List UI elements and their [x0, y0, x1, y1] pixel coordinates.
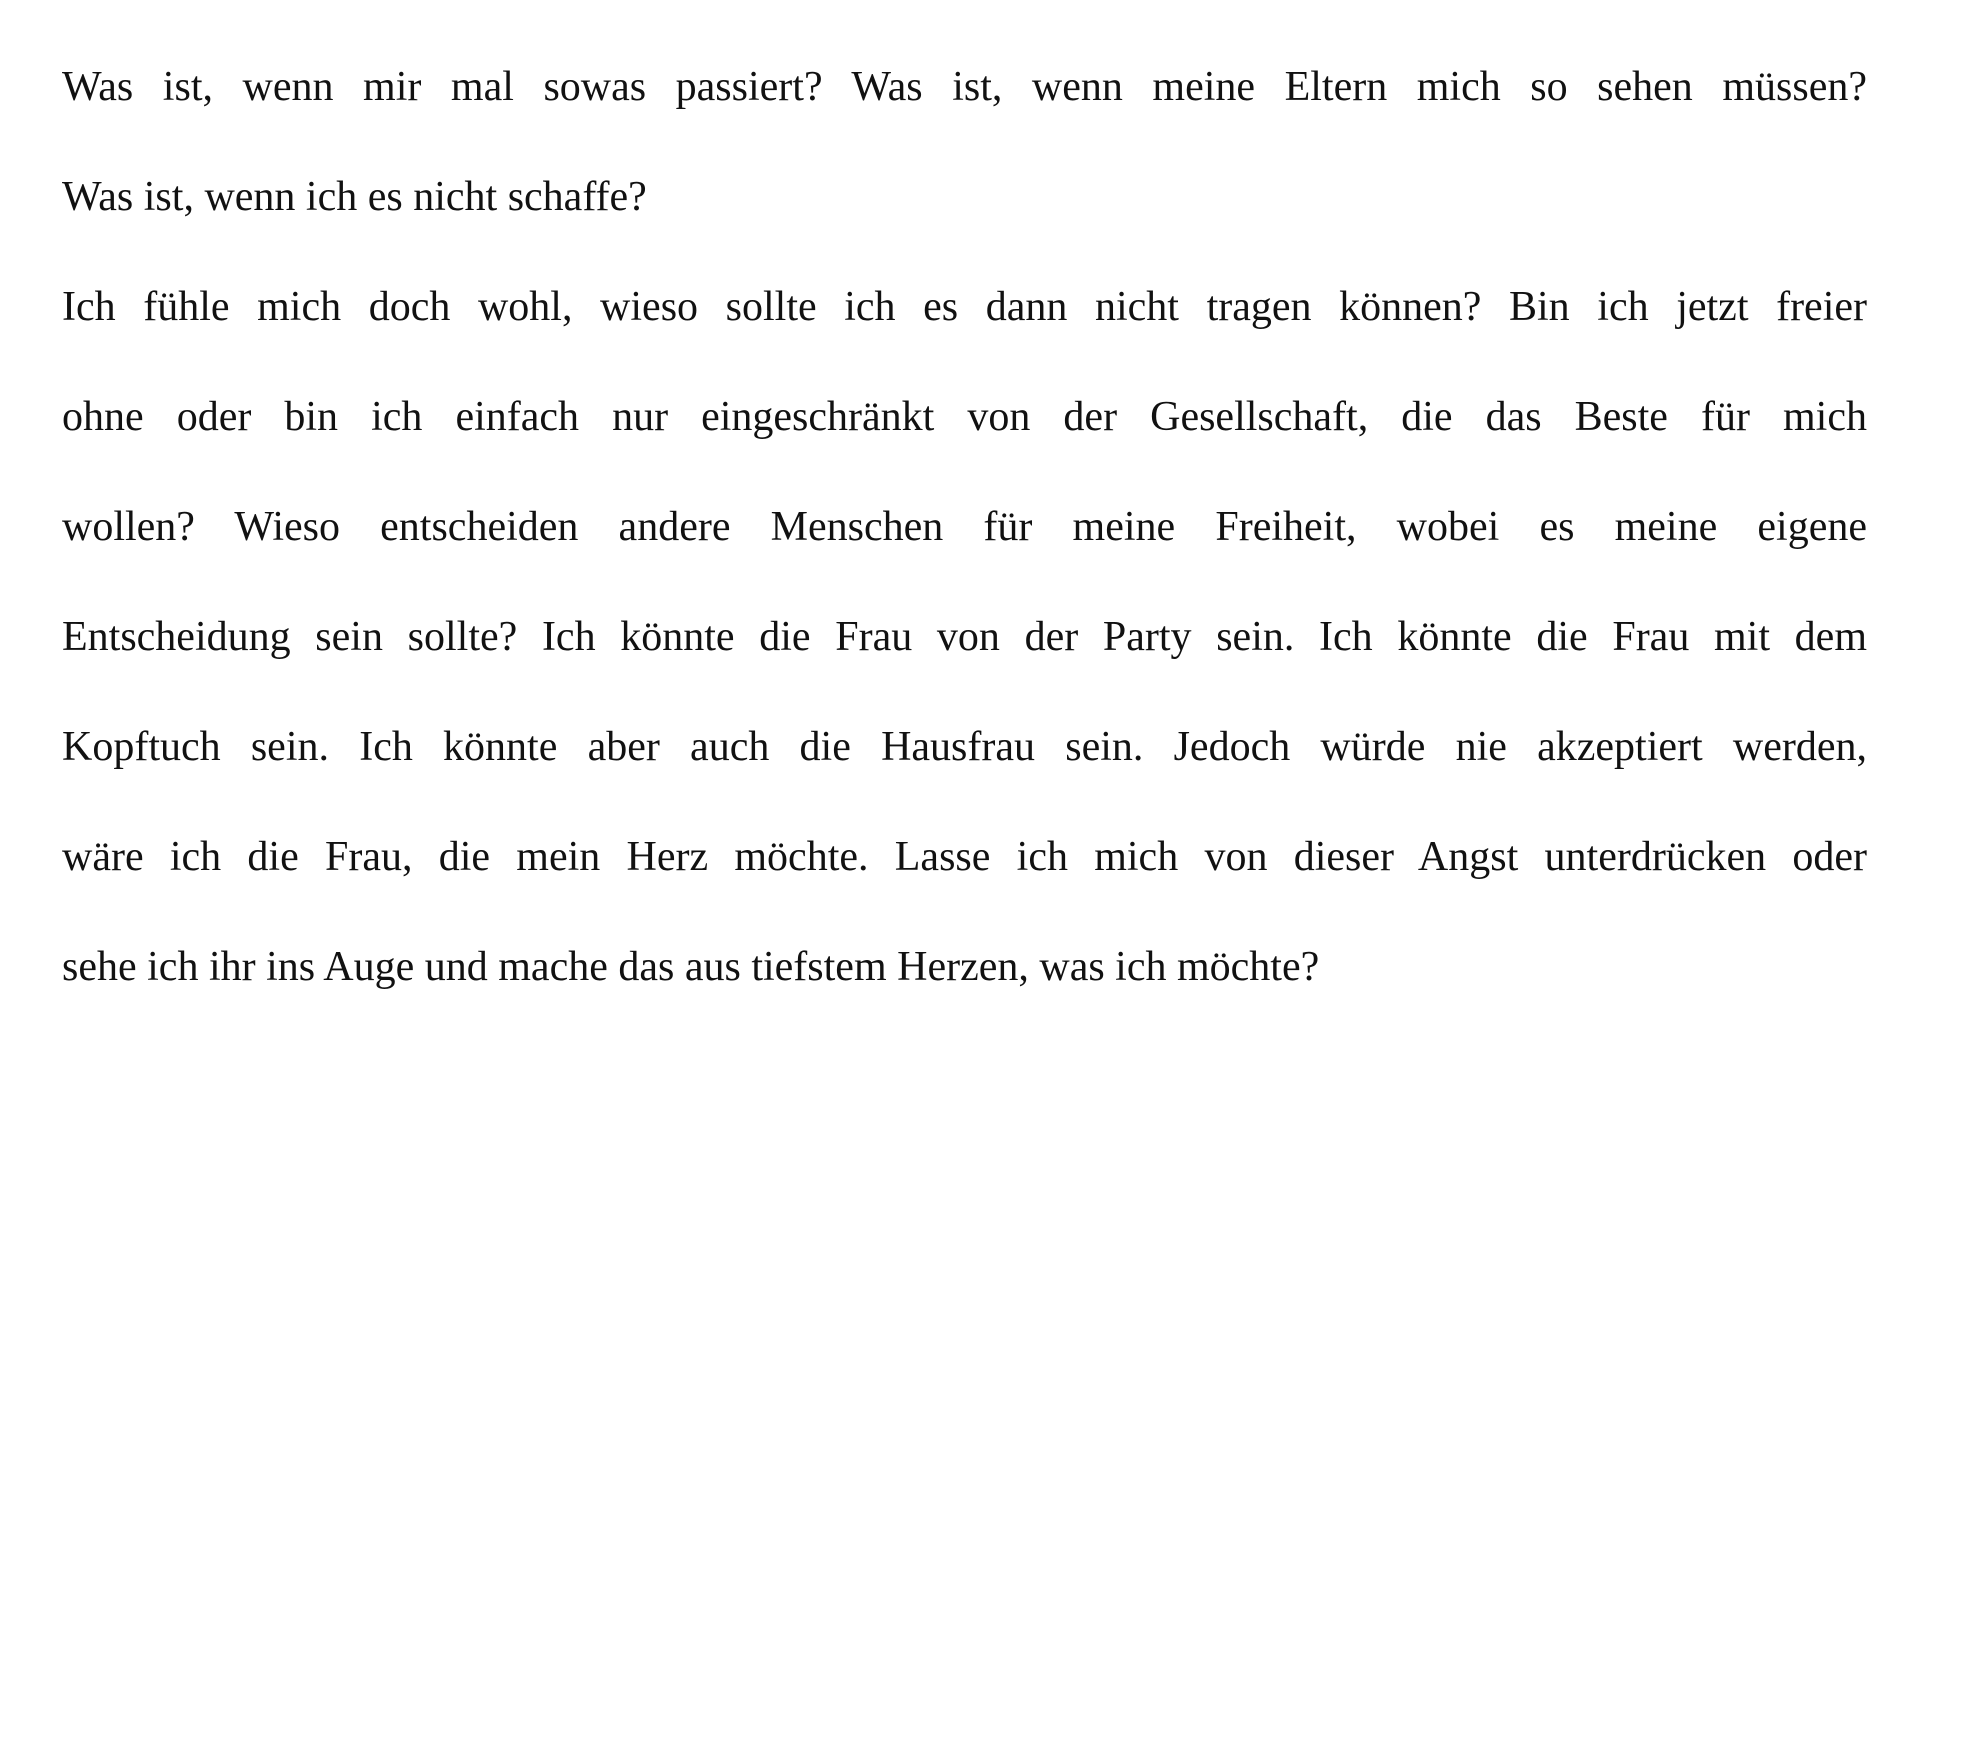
- paragraph-line: Was ist, wenn ich es nicht schaffe?: [62, 174, 647, 220]
- paragraph-line: Kopftuch sein. Ich könnte aber auch die Hausfrau sein. Jedoch würde nie akzeptiert werden,: [62, 724, 1867, 770]
- paragraph-1: [62, 32, 1867, 252]
- paragraph-line: ohne oder bin ich einfach nur eingeschränkt von der Gesellschaft, die das Beste für mich: [62, 394, 1867, 440]
- document-body-text: [62, 32, 1867, 1022]
- paragraph-line: Ich fühle mich doch wohl, wieso sollte ich es dann nicht tragen können? Bin ich jetzt freier: [62, 284, 1867, 330]
- paragraph-line: sehe ich ihr ins Auge und mache das aus tiefstem Herzen, was ich möchte?: [62, 944, 1320, 990]
- paragraph-line: Was ist, wenn mir mal sowas passiert? Was ist, wenn meine Eltern mich so sehen müssen?: [62, 64, 1867, 110]
- paragraph-2: [62, 252, 1867, 1022]
- paragraph-line: Entscheidung sein sollte? Ich könnte die Frau von der Party sein. Ich könnte die Frau mit dem: [62, 614, 1867, 660]
- paragraph-line: wäre ich die Frau, die mein Herz möchte. Lasse ich mich von dieser Angst unterdrücken oder: [62, 834, 1867, 880]
- paragraph-line: wollen? Wieso entscheiden andere Menschen für meine Freiheit, wobei es meine eigene: [62, 504, 1867, 550]
